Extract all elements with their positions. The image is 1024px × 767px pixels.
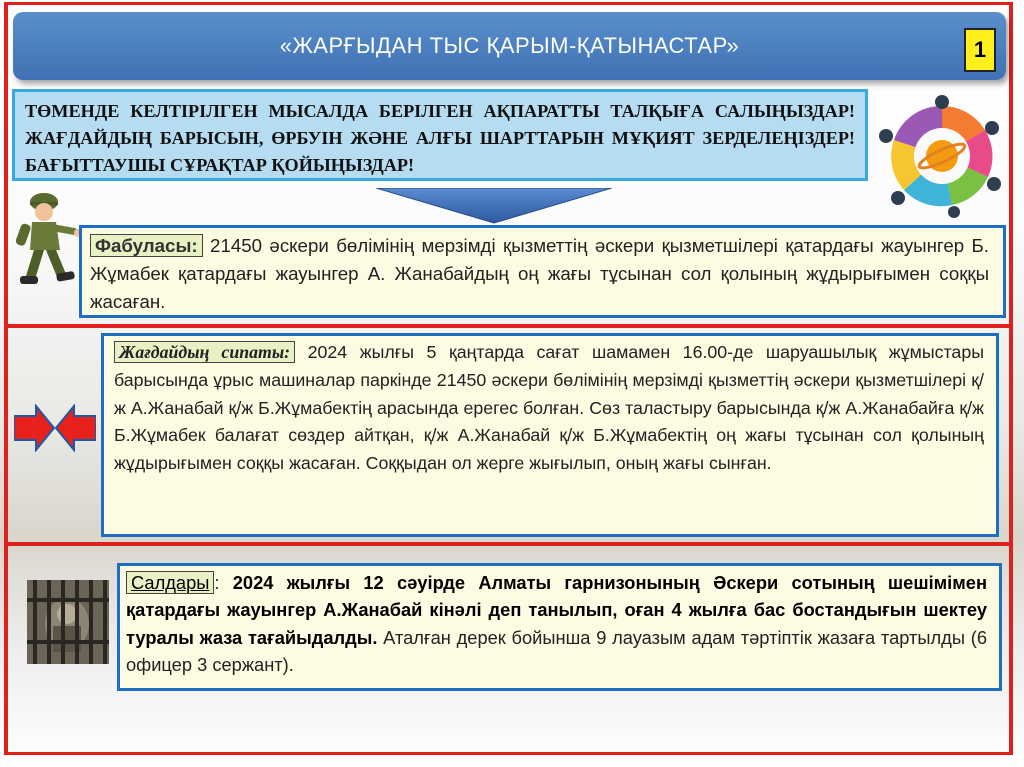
conflict-arrows-icon [14, 404, 96, 452]
slide-number-badge: 1 [964, 28, 996, 72]
soldier-icon [14, 190, 84, 294]
consequences-text: Аталған дерек бойынша 9 лауазым адам тәртіптік жазаға тартылды (6 офицер 3 сержант). [126, 626, 987, 675]
situation-label: Жағдайдың сипаты: [114, 341, 295, 363]
consequences-label: Салдары [126, 571, 214, 594]
down-arrow-icon [376, 188, 612, 224]
fabula-text: 21450 әскери бөлімінің мерзімді қызметтің әскери қызметшілері қатардағы жауынгер Б. Жұмабек қатардағы жауынгер А. Жанабайдың оң жағы тұсынан сол қолының жұдырығымен соққы жасаған. [90, 235, 989, 312]
consequences-verdict: 2024 жылғы 12 сәуірде Алматы гарнизонының Әскери сотының шешімімен қатардағы жауынгер А.Жанабай кінәлі деп танылып, оған 4 жылға бас бостандығын шектеу туралы жаза тағайыдалды. [126, 572, 987, 648]
consequences-panel [117, 563, 1002, 691]
instruction-box: ТӨМЕНДЕ КЕЛТІРІЛГЕН МЫСАЛДА БЕРІЛГЕН АҚПАРАТТЫ ТАЛҚЫҒА САЛЫҢЫЗДАР! ЖАҒДАЙДЫҢ БАРЫСЫН, ӨРБУІН ЖӘНЕ АЛҒЫ ШАРТТАРЫН МҰҚИЯТ ЗЕРДЕЛЕҢІЗДЕР! БАҒЫТТАУШЫ СҰРАҚТАР ҚОЙЫҢЫЗДАР! [12, 89, 868, 181]
situation-text: 2024 жылғы 5 қаңтарда сағат шамамен 16.00-де шаруашылық жұмыстары барысында ұрыс машиналар паркінде 21450 әскери бөлімінің мерзімді қызметтің әскери қызметшілері қ/ж А.Жанабай қ/ж Б.Жұмабектің арасында ерегес болған. Сөз таластыру барысында қ/ж А.Жанабайға қ/ж Б.Жұмабек балағат сөздер айтқан, қ/ж А.Жанабай қ/ж Б.Жұмабектің оң жағы тұсынан сол қолының жұдырығымен соққы жасаған. Соққыдан ол жерге жығылып, оның жағы сынған. [114, 342, 984, 474]
team-meeting-icon [870, 92, 1010, 218]
situation-panel [101, 333, 999, 537]
title-bar [13, 12, 1006, 80]
separator-line-1 [4, 324, 1010, 328]
frame-bottom-line [4, 752, 1013, 755]
separator-line-2 [4, 542, 1010, 546]
frame-left-line [4, 2, 8, 754]
fabula-panel [79, 225, 1006, 318]
frame-top-line [4, 2, 1013, 5]
page-title: «ЖАРҒЫДАН ТЫС ҚАРЫМ-ҚАТЫНАСТАР» [279, 33, 740, 58]
consequences-colon: : [214, 572, 233, 593]
prison-bars-icon [27, 580, 109, 664]
fabula-label: Фабуласы: [90, 234, 203, 257]
